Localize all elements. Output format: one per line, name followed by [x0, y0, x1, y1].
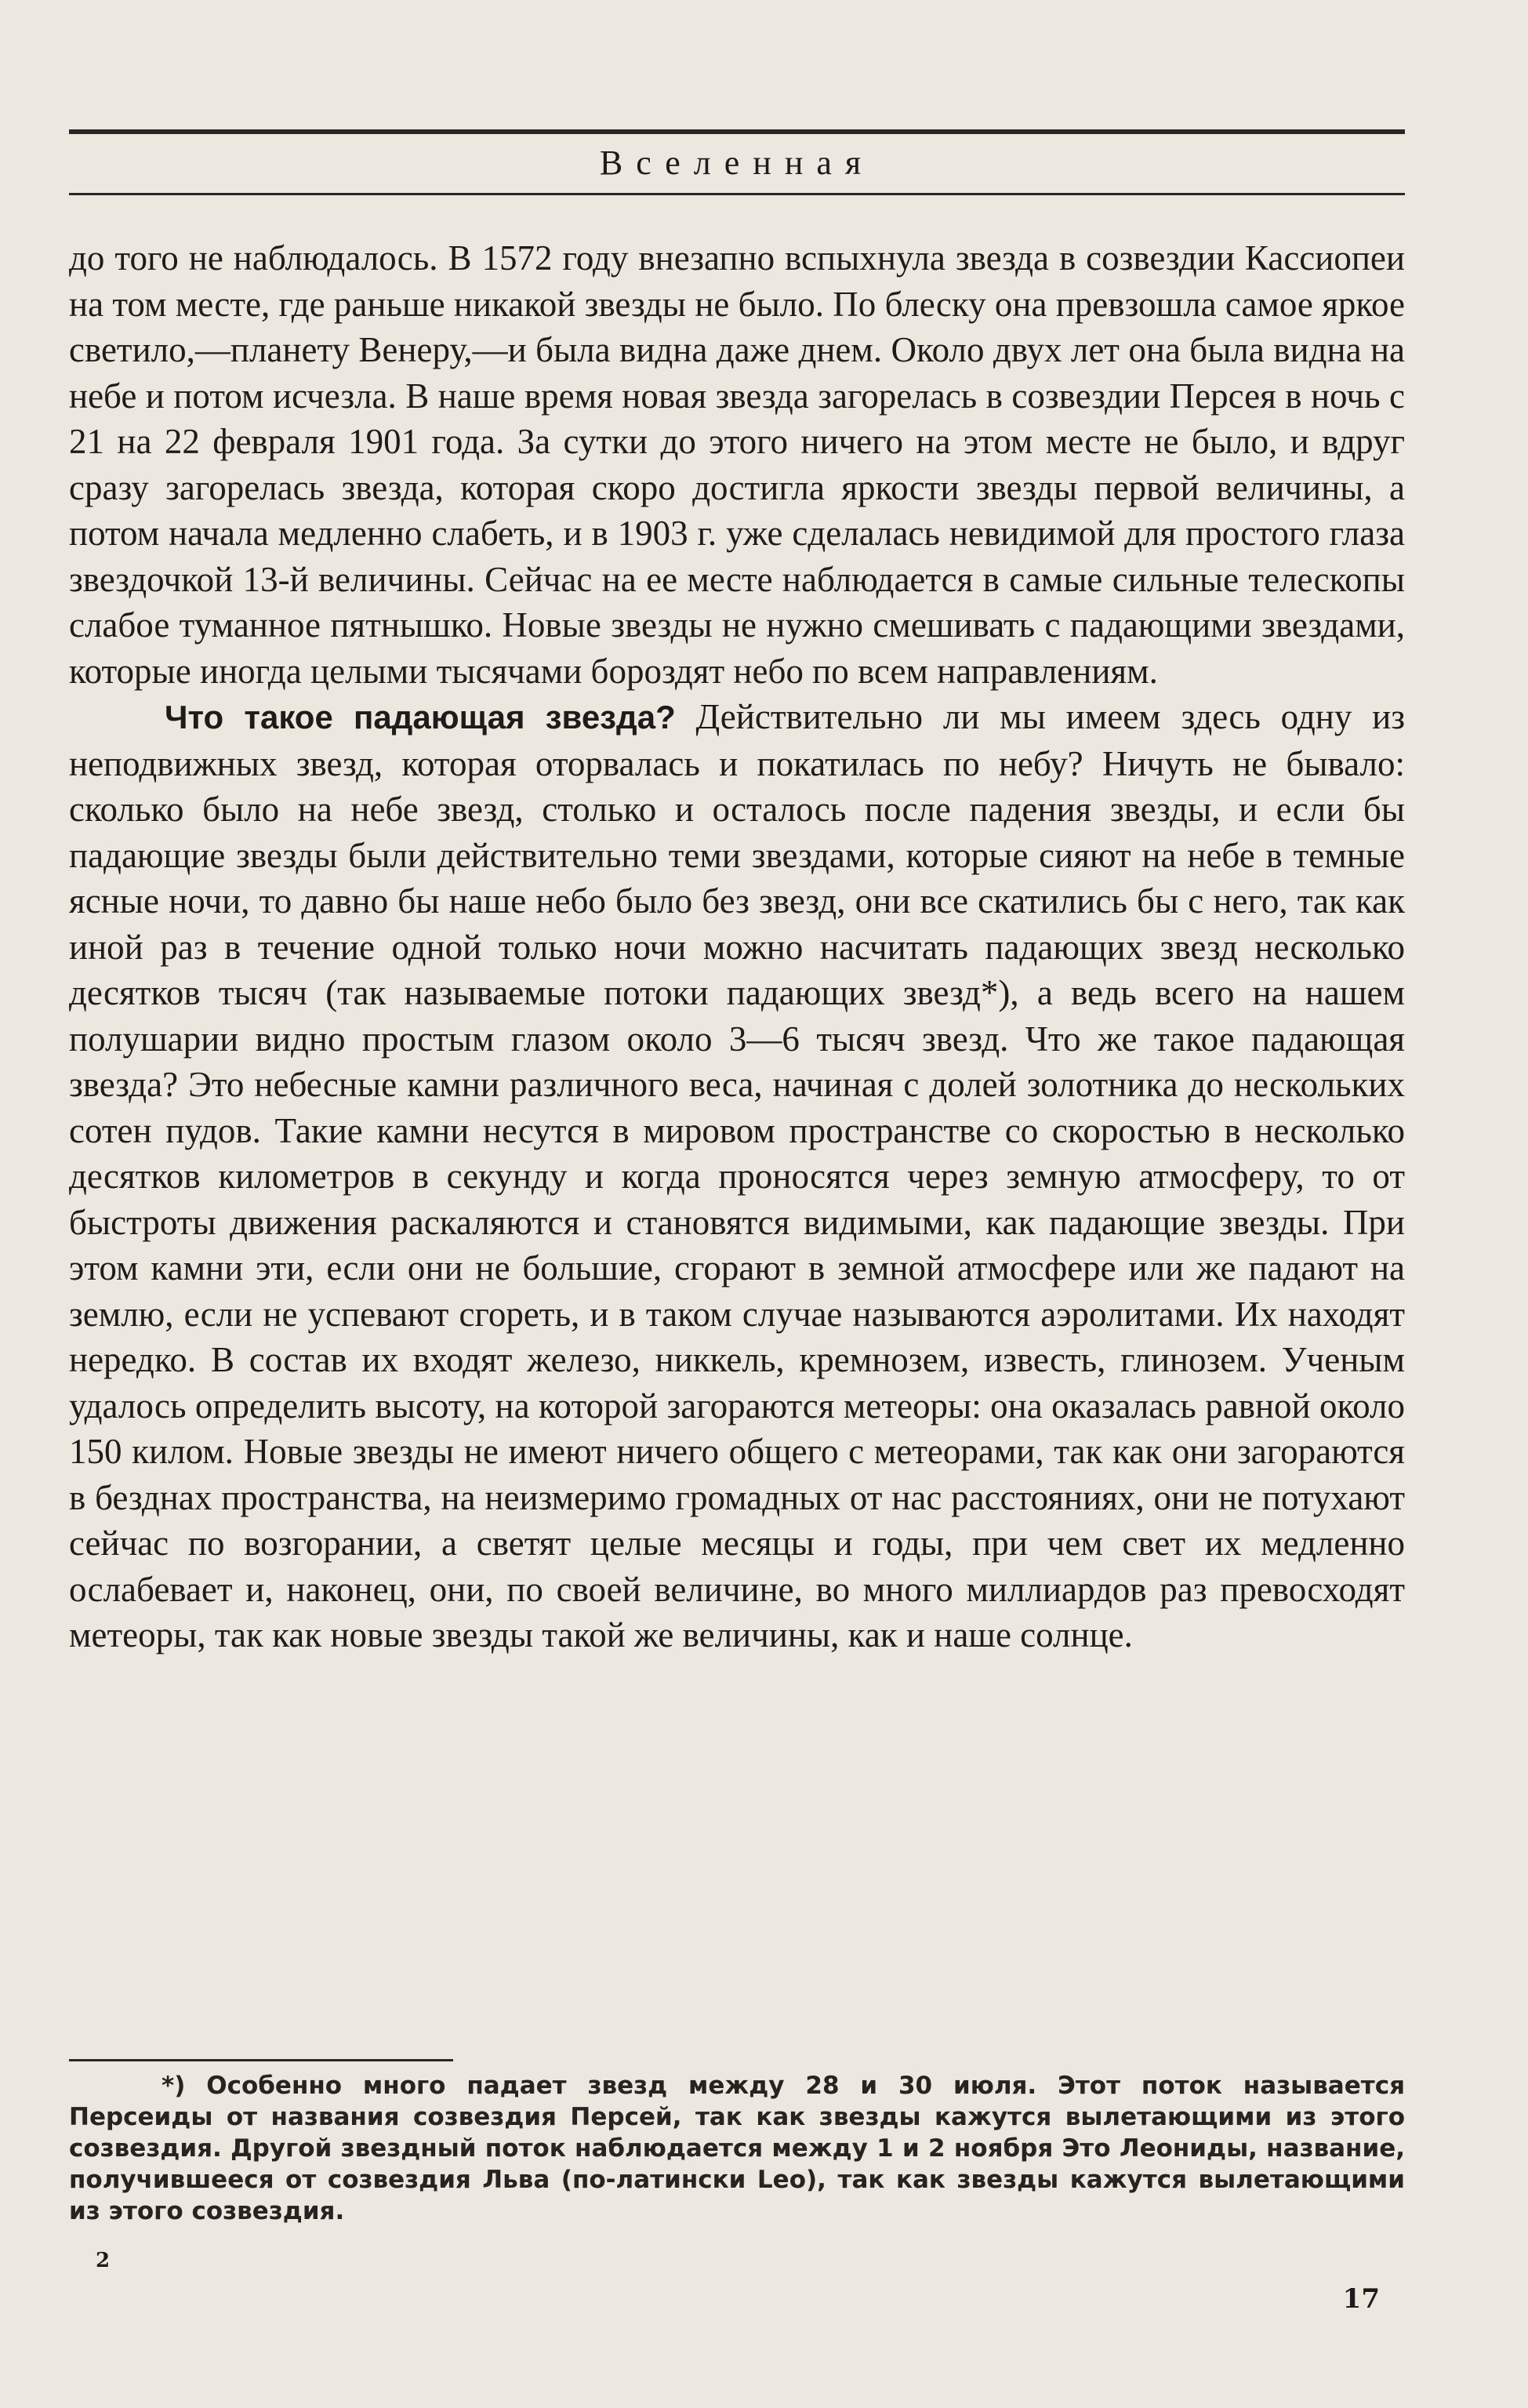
header-top-rule: [69, 129, 1405, 134]
paragraph-2: [69, 694, 1405, 1658]
paragraph-2-text: Действительно ли мы имеем здесь одну из неподвижных звезд, которая оторвалась и покатилась по небу? Ничуть не бывало: сколько было на небе звезд, столько и осталось после падения звезды, и если бы падающие звезды были действительно теми звездами, которые сияют на небе в темные ясные ночи, то давно бы наше небо было без звезд, они все скатились бы с него, так как иной раз в течение одной только ночи можно насчитать падающих звезд несколько десятков тысяч (так называемые потоки падающих звезд*), а ведь всего на нашем полушарии видно простым глазом около 3—6 тысяч звезд. Что же такое падающая звезда? Это небесные камни различного веса, начиная с долей золотника до нескольких сотен пудов. Такие камни несутся в мировом пространстве со скоростью в несколько десятков километров в секунду и когда проносятся через земную атмосферу, то от быстроты движения раскаляются и становятся видимыми, как падающие звезды. При этом камни эти, если они не большие, сгорают в земной атмосфере или же падают на землю, если не успевают сгореть, и в таком случае называются аэролитами. Их находят нередко. В состав их входят железо, никкель, кремнозем, известь, глинозем. Ученым удалось определить высоту, на которой загораются метеоры: она оказалась равной около 150 килом. Новые звезды не имеют ничего общего с метеорами, так как они загораются в безднах пространства, на неизмеримо громадных от нас расстояниях, они не потухают сейчас по возгорании, а светят целые месяцы и годы, при чем свет их медленно ослабевает и, наконец, они, по своей величине, во много миллиардов раз превосходят метеоры, так как новые звезды такой же величины, как и наше солнце.: [69, 697, 1406, 1654]
header-bottom-rule: [69, 193, 1405, 195]
paragraph-1: до того не наблюдалось. В 1572 году внезапно вспыхнула звезда в созвездии Кассиопеи на том месте, где раньше никакой звезды не было. По блеску она превзошла самое яркое светило,—планету Венеру,—и была видна даже днем. Около двух лет она была видна на небе и потом исчезла. В наше время новая звезда загорелась в созвездии Персея в ночь с 21 на 22 февраля 1901 года. За сутки до этого ничего на этом месте не было, и вдруг сразу загорелась звезда, которая скоро достигла яркости звезды первой величины, а потом начала медленно слабеть, и в 1903 г. уже сделалась невидимой для простого глаза звездочкой 13-й величины. Сейчас на ее месте наблюдается в самые сильные телескопы слабое туманное пятнышко. Новые звезды не нужно смешивать с падающими звездами, которые иногда целыми тысячами бороздят небо по всем направлениям.: [69, 238, 1405, 691]
footnote: [69, 2070, 1405, 2227]
printer-signature-mark: 2: [96, 2249, 111, 2272]
footnote-rule: [69, 2059, 453, 2061]
running-title: Вселенная: [599, 143, 875, 182]
paragraph-2-heading: Что такое падающая звезда?: [165, 699, 676, 735]
main-text: [69, 235, 1405, 1658]
footnote-text: *) Особенно много падает звезд между 28 и 30 июля. Этот поток называется Персеиды от названия созвездия Персей, так как звезды кажутся вылетающими из этого созвездия. Другой звездный поток наблюдается между 1 и 2 ноября Это Леониды, название, получившееся от созвездия Льва (по-латински Leo), так как звезды кажутся вылетающими из этого созвездия.: [69, 2072, 1405, 2225]
page-number: 17: [1342, 2283, 1380, 2315]
